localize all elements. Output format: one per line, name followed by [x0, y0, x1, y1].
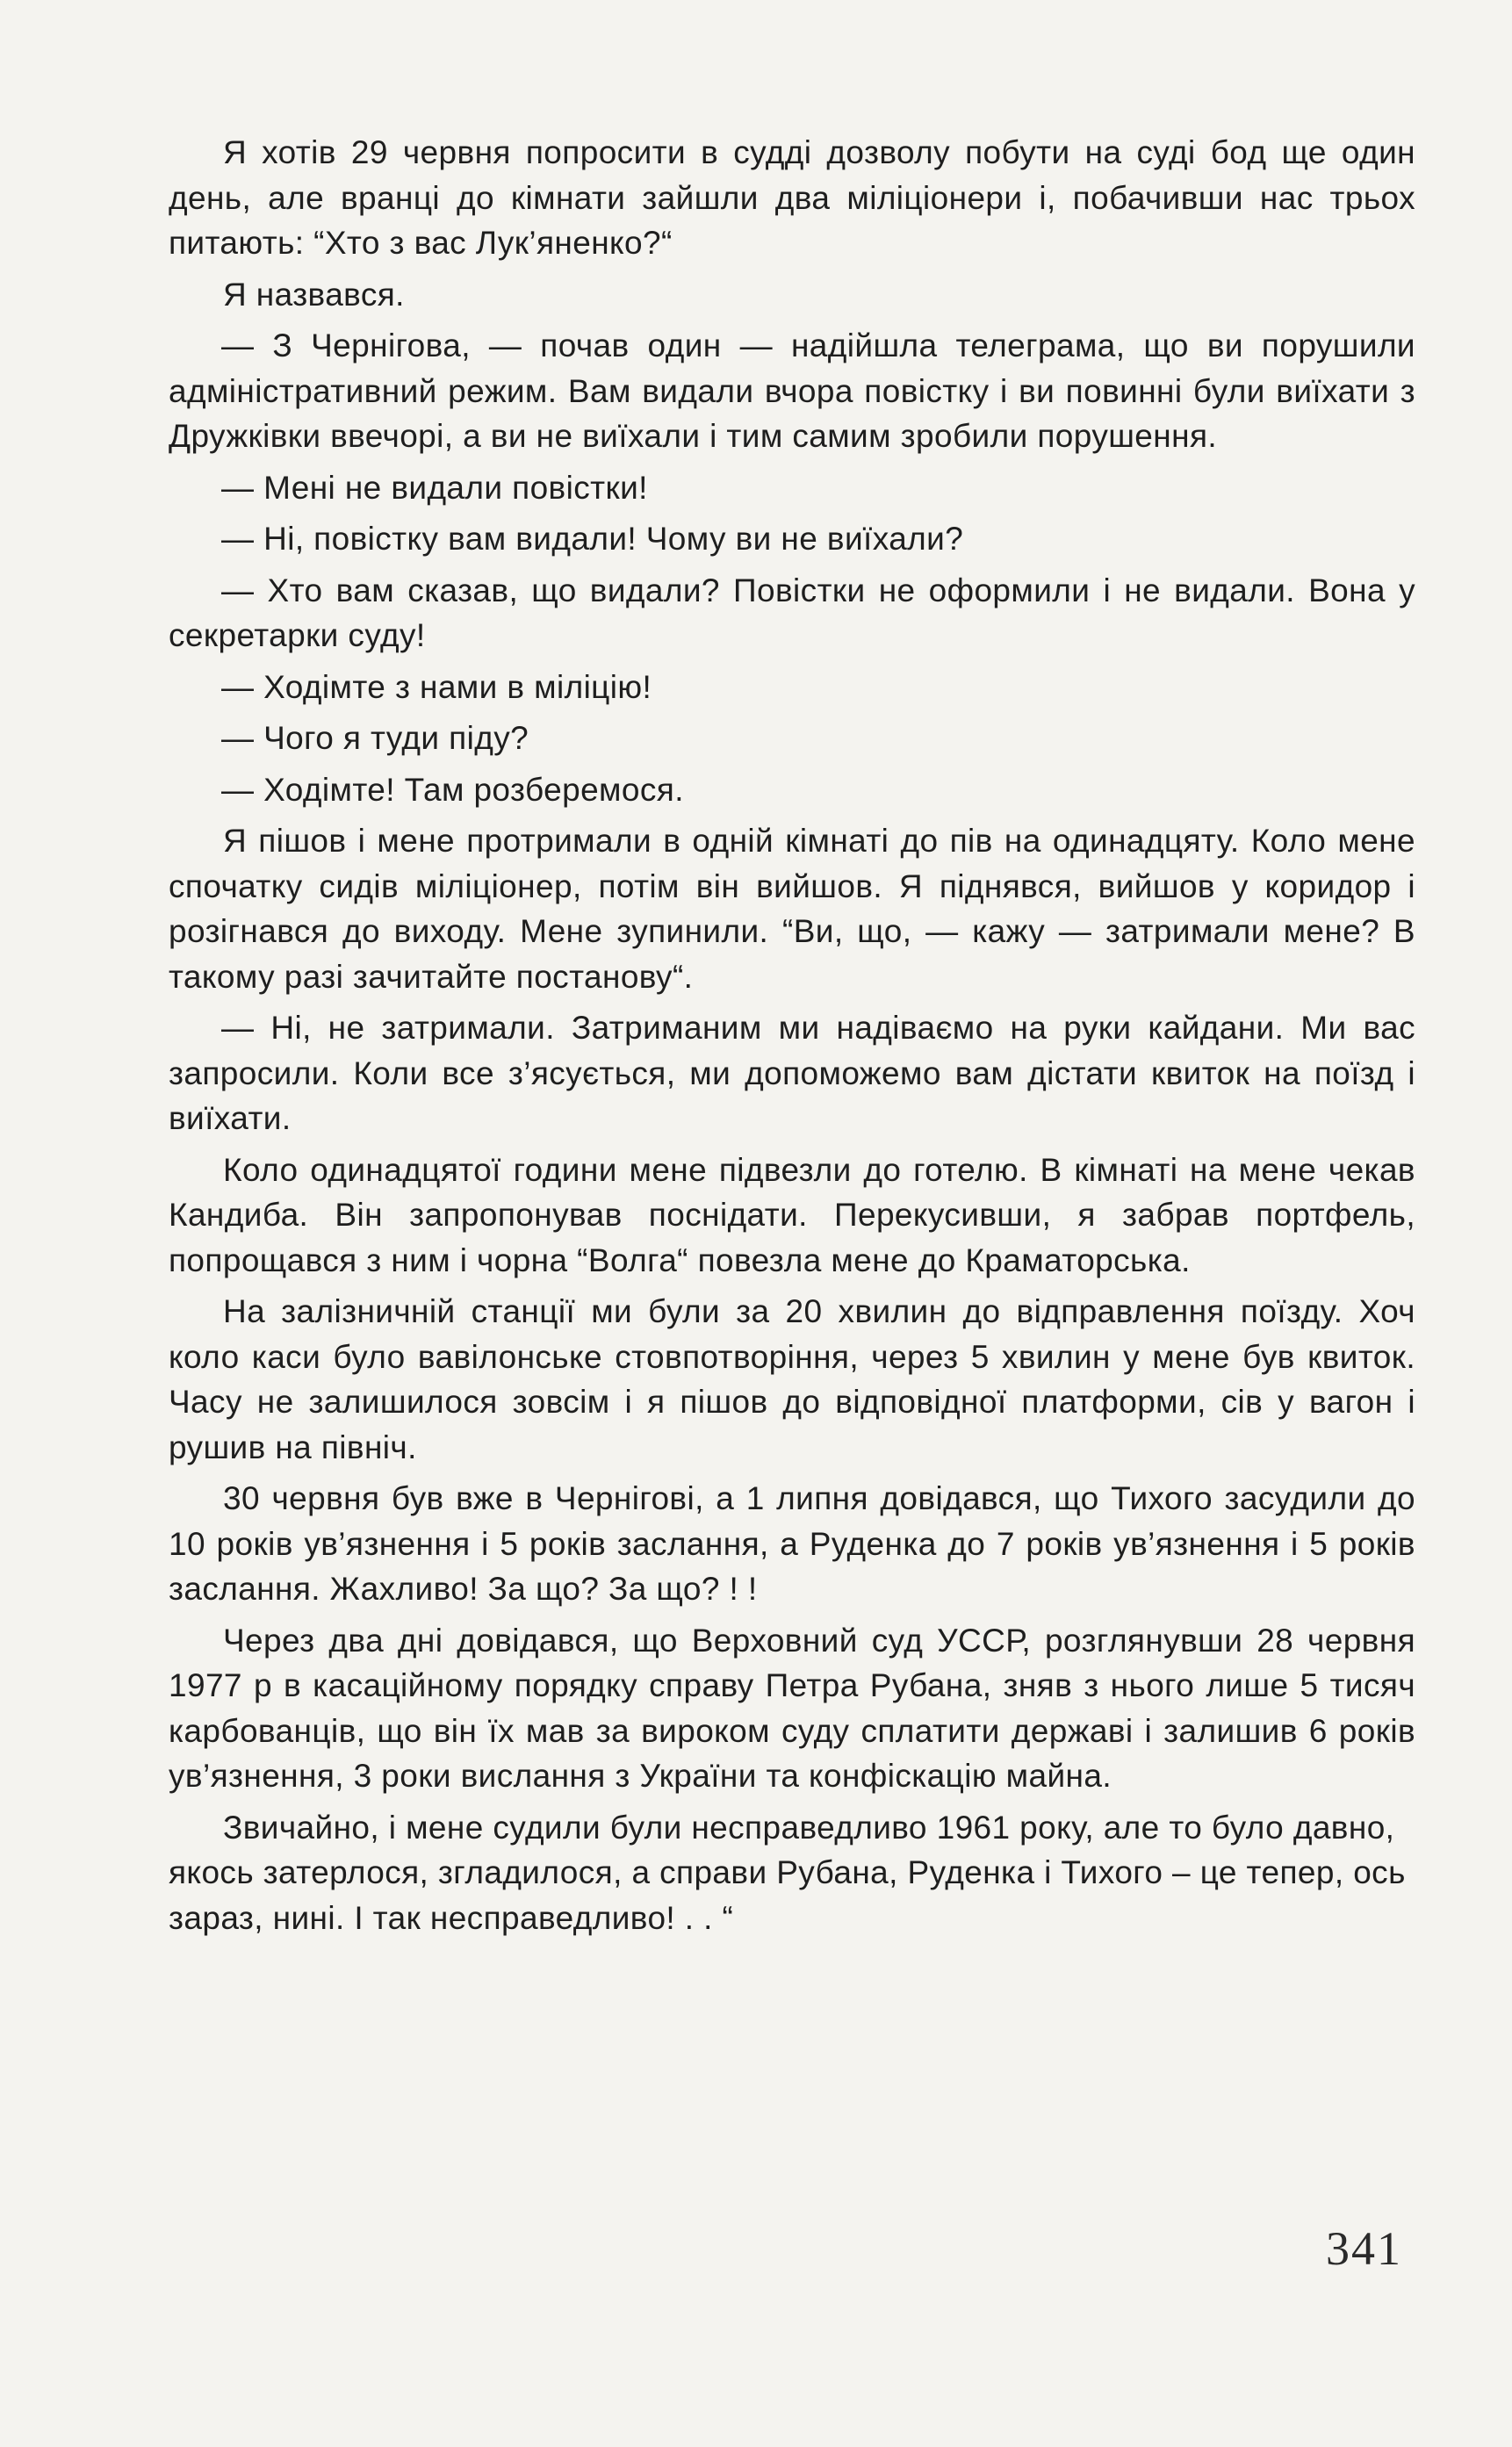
- dialogue-line: — Хто вам сказав, що видали? Повістки не оформили і не видали. Вона у секретарки суду!: [169, 572, 1415, 653]
- paragraph: Звичайно, і мене судили були несправедливо 1961 року, але то було давно, якось затерлося, згладилося, а справи Рубана, Руденка і Тихого – це тепер, ось зараз, нині. І так несправедливо! . . “: [169, 1809, 1406, 1936]
- dialogue-line: — Ні, повістку вам видали! Чому ви не виїхали?: [221, 521, 964, 557]
- paragraph: Через два дні довідався, що Верховний суд УССР, розглянувши 28 червня 1977 р в касаційному порядку справу Петра Рубана, зняв з нього лише 5 тисяч карбованців, що він їх мав за вироком суду сплатити державі і залишив 6 років ув’язнення, 3 роки вислання з України та конфіскацію майна.: [169, 1622, 1415, 1794]
- dialogue-line: — Ходімте! Там розберемося.: [221, 771, 684, 808]
- paragraph: Коло одинадцятої години мене підвезли до готелю. В кімнаті на мене чекав Кандиба. Він запропонував поснідати. Перекусивши, я забрав портфель, попрощався з ним і чорна “Волга“ повезла мене до Краматорська.: [169, 1151, 1415, 1278]
- paragraph: Я пішов і мене протримали в одній кімнаті до пів на одинадцяту. Коло мене спочатку сидів міліціонер, потім він вийшов. Я піднявся, вийшов у коридор і розігнався до виходу. Мене зупинили. “Ви, що, — кажу — затримали мене? В такому разі зачитайте постанову“.: [169, 823, 1415, 995]
- body-text: [169, 130, 1415, 1947]
- dialogue-line: — З Чернігова, — почав один — надійшла телеграма, що ви порушили адміністративний режим. Вам видали вчора повістку і ви повинні були виїхати з Дружківки ввечорі, а ви не виїхали і тим самим зробили порушення.: [169, 327, 1415, 454]
- paragraph: 30 червня був вже в Чернігові, а 1 липня довідався, що Тихого засудили до 10 років ув’язнення і 5 років заслання, а Руденка до 7 років ув’язнення і 5 років заслання. Жахливо! За що? За що? ! !: [169, 1480, 1415, 1607]
- dialogue-line: — Чого я туди піду?: [221, 720, 529, 756]
- dialogue-line: — Мені не видали повістки!: [221, 469, 648, 506]
- paragraph: Я хотів 29 червня попросити в судді дозволу побути на суді бод ще один день, але вранці до кімнати зайшли два міліціонери і, побачивши нас трьох питають: “Хто з вас Лук’яненко?“: [169, 134, 1415, 261]
- paragraph: Я назвався.: [223, 276, 405, 313]
- dialogue-line: — Ні, не затримали. Затриманим ми надіваємо на руки кайдани. Ми вас запросили. Коли все з’ясується, ми допоможемо вам дістати квиток на поїзд і виїхати.: [169, 1010, 1415, 1136]
- page-number: 341: [1326, 2222, 1402, 2275]
- dialogue-line: — Ходімте з нами в міліцію!: [221, 668, 652, 705]
- paragraph: На залізничній станції ми були за 20 хвилин до відправлення поїзду. Хоч коло каси було вавілонське стовпотворіння, через 5 хвилин у мене був квиток. Часу не залишилося зовсім і я пішов до відповідної платформи, сів у вагон і рушив на північ.: [169, 1293, 1415, 1465]
